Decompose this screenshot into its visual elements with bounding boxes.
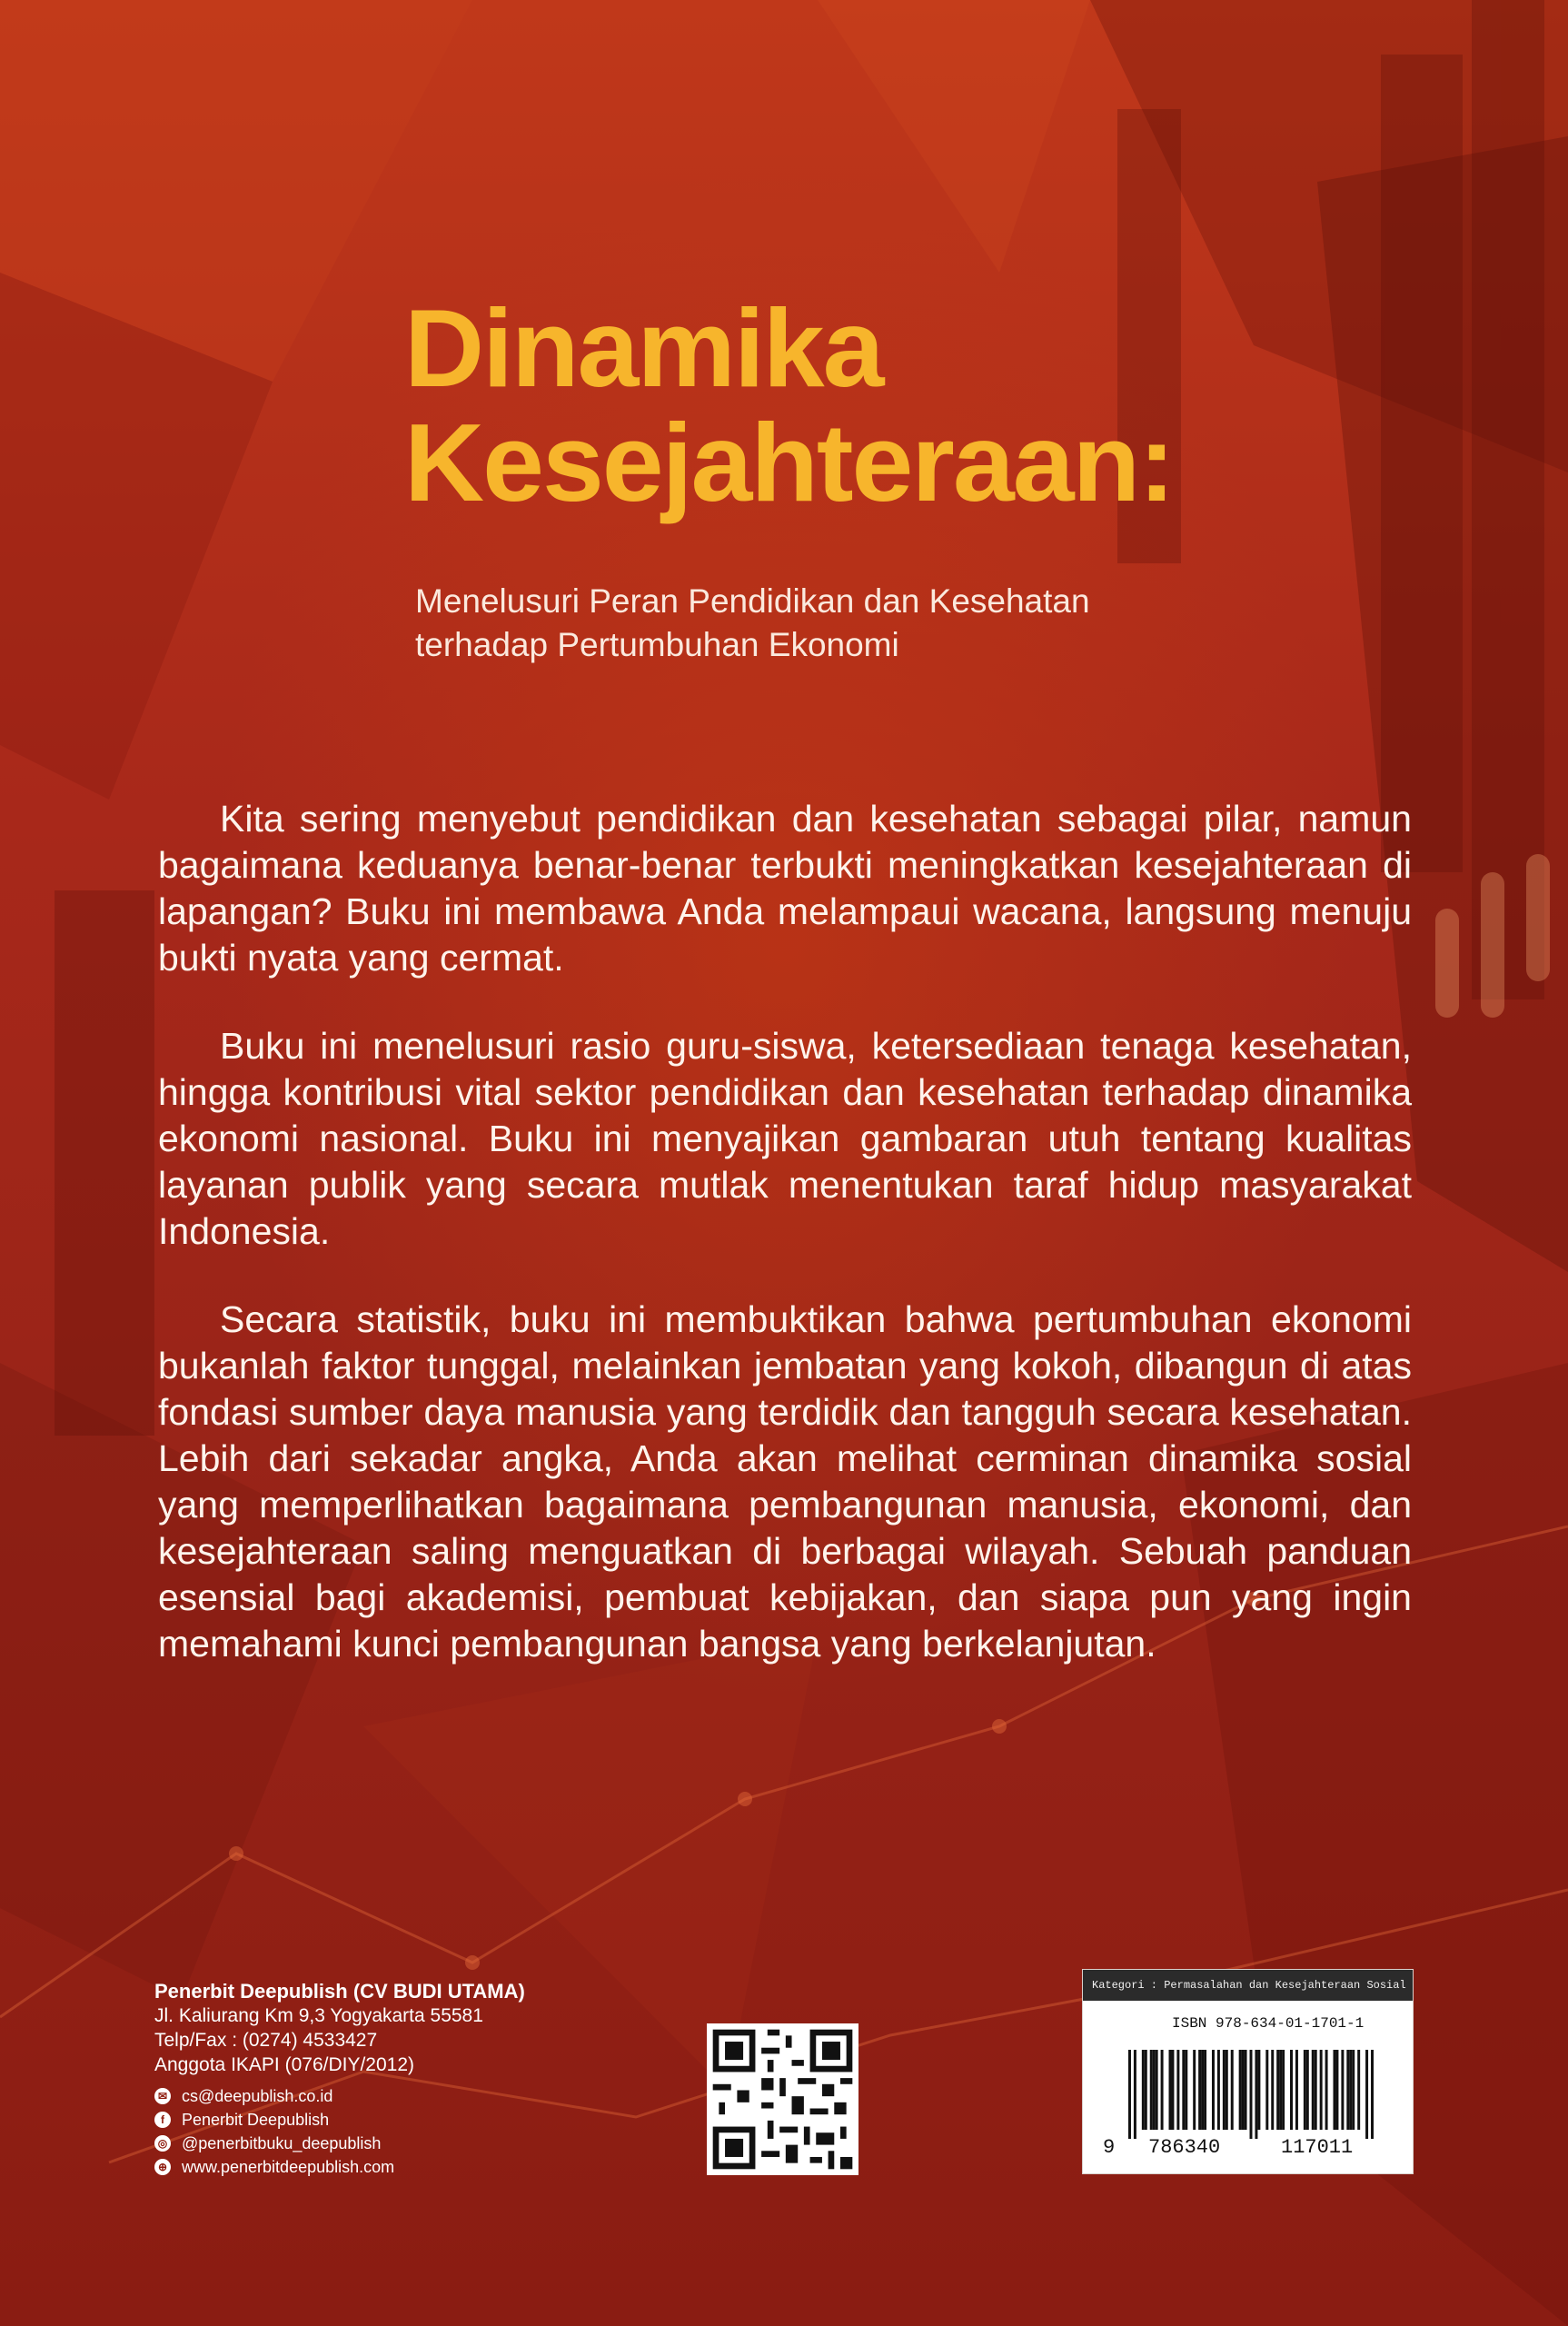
barcode-bar <box>1198 2050 1201 2130</box>
website-text: www.penerbitdeepublish.com <box>182 2157 395 2176</box>
contact-instagram <box>154 2132 525 2155</box>
barcode-bar <box>1282 2050 1285 2130</box>
barcode-bar <box>1346 2050 1349 2130</box>
barcode-bar <box>1161 2050 1164 2130</box>
blurb-paragraph-2: Buku ini menelusuri rasio guru-siswa, ketersediaan tenaga kesehatan, hingga kontribusi vital sektor pendidikan dan kesehatan terhadap dinamika ekonomi nasional. Buku ini menyajikan gambaran utuh tentang kualitas layanan publik yang secara mutlak menentukan taraf hidup masyarakat Indonesia. <box>158 1025 1412 1252</box>
barcode-bar <box>1276 2050 1279 2130</box>
barcode-bar <box>1341 2050 1344 2130</box>
barcode-bar <box>1271 2050 1274 2130</box>
publisher-info <box>154 1979 525 2179</box>
instagram-icon: ◎ <box>154 2135 171 2152</box>
barcode-bar <box>1320 2050 1323 2130</box>
barcode-bar <box>1226 2050 1228 2130</box>
isbn-digits-left: 786340 <box>1148 2136 1221 2159</box>
barcode-bar <box>1333 2050 1335 2130</box>
title-line-1: Dinamika <box>404 286 883 410</box>
isbn-barcode-box <box>1082 1969 1414 2174</box>
publisher-address: Jl. Kaliurang Km 9,3 Yogyakarta 55581 <box>154 2005 483 2026</box>
publisher-contacts <box>154 2084 525 2179</box>
barcode-bar <box>1142 2050 1145 2130</box>
blurb-paragraph-1: Kita sering menyebut pendidikan dan kesehatan sebagai pilar, namun bagaimana keduanya benar-benar terbukti meningkatkan kesejahteraan di lapangan? Buku ini membawa Anda melampaui wacana, langsung menuju bukti nyata yang cermat. <box>158 798 1412 979</box>
title-line-2: Kesejahteraan: <box>404 401 1174 524</box>
publisher-phone: Telp/Fax : (0274) 4533427 <box>154 2030 378 2051</box>
barcode-bar <box>1335 2050 1338 2130</box>
contact-facebook <box>154 2108 525 2132</box>
barcode-bar <box>1156 2050 1158 2130</box>
barcode-bar <box>1352 2050 1355 2130</box>
contact-website <box>154 2155 525 2179</box>
book-subtitle <box>415 580 1233 667</box>
barcode-bar <box>1255 2050 1257 2139</box>
barcode-bar <box>1250 2050 1253 2139</box>
barcode-bar <box>1239 2050 1242 2130</box>
contact-email <box>154 2084 525 2108</box>
barcode-bar <box>1134 2050 1136 2139</box>
globe-icon: ⊕ <box>154 2159 171 2175</box>
barcode-bar <box>1245 2050 1247 2130</box>
barcode-bar <box>1265 2050 1268 2130</box>
qr-code <box>707 2023 858 2175</box>
barcode-bar <box>1171 2050 1174 2130</box>
barcode-bar <box>1176 2050 1179 2130</box>
barcode-bar <box>1231 2050 1234 2130</box>
barcode-bar <box>1204 2050 1206 2130</box>
barcode-bar <box>1315 2050 1317 2130</box>
barcode-bar <box>1182 2050 1185 2130</box>
facebook-text: Penerbit Deepublish <box>182 2110 330 2129</box>
barcode-bar <box>1145 2050 1147 2130</box>
barcode-bar <box>1193 2050 1196 2130</box>
facebook-icon: f <box>154 2112 171 2128</box>
barcode-bar <box>1150 2050 1153 2130</box>
barcode-bar <box>1312 2050 1315 2130</box>
instagram-text: @penerbitbuku_deepublish <box>182 2133 382 2152</box>
barcode-bar <box>1349 2050 1352 2130</box>
barcode-bar <box>1223 2050 1226 2130</box>
barcode-bar <box>1295 2050 1298 2130</box>
barcode-bar <box>1212 2050 1215 2130</box>
barcode-bar <box>1325 2050 1328 2130</box>
isbn-digits-right: 117011 <box>1281 2136 1354 2159</box>
barcode-bar <box>1257 2050 1260 2130</box>
subtitle-line-2: terhadap Pertumbuhan Ekonomi <box>415 626 899 663</box>
barcode-bar <box>1185 2050 1187 2130</box>
barcode-bar <box>1290 2050 1293 2130</box>
barcode-bar <box>1365 2050 1368 2139</box>
mail-icon: ✉ <box>154 2088 171 2104</box>
barcode-bar <box>1169 2050 1172 2130</box>
barcode-bar <box>1357 2050 1360 2130</box>
subtitle-line-1: Menelusuri Peran Pendidikan dan Kesehatan <box>415 582 1090 620</box>
barcode-bar <box>1217 2050 1220 2130</box>
barcode-bar <box>1128 2050 1131 2139</box>
isbn-digit-first: 9 <box>1103 2136 1116 2159</box>
blurb-paragraph-3: Secara statistik, buku ini membuktikan bahwa pertumbuhan ekonomi bukanlah faktor tunggal, melainkan jembatan yang kokoh, dibangun di atas fondasi sumber daya manusia yang terdidik dan tangguh secara kesehatan. Lebih dari sekadar angka, Anda akan melihat cerminan dinamika sosial yang memperlihatkan bagaimana pembangunan manusia, ekonomi, dan kesejahteraan saling menguatkan di berbagai wilayah. Sebuah panduan esensial bagi akademisi, pembuat kebijakan, dan siapa pun yang ingin memahami kunci pembangunan bangsa yang berkelanjutan. <box>158 1298 1412 1665</box>
barcode-bar <box>1306 2050 1309 2130</box>
barcode-bar <box>1153 2050 1156 2130</box>
publisher-member: Anggota IKAPI (076/DIY/2012) <box>154 2054 415 2075</box>
barcode-bar <box>1371 2050 1374 2139</box>
book-title <box>404 286 1174 524</box>
barcode-bar <box>1279 2050 1282 2130</box>
isbn-category: Kategori : Permasalahan dan Kesejahteraan Sosial <box>1083 1970 1413 2001</box>
publisher-name: Penerbit Deepublish (CV BUDI UTAMA) <box>154 1980 525 2003</box>
barcode-bar <box>1201 2050 1204 2130</box>
barcode <box>1128 2050 1374 2141</box>
blurb <box>158 796 1412 1709</box>
barcode-bar <box>1304 2050 1306 2130</box>
email-text: cs@deepublish.co.id <box>182 2086 333 2105</box>
isbn-number: ISBN 978-634-01-1701-1 <box>1172 2015 1365 2032</box>
barcode-bar <box>1242 2050 1245 2130</box>
